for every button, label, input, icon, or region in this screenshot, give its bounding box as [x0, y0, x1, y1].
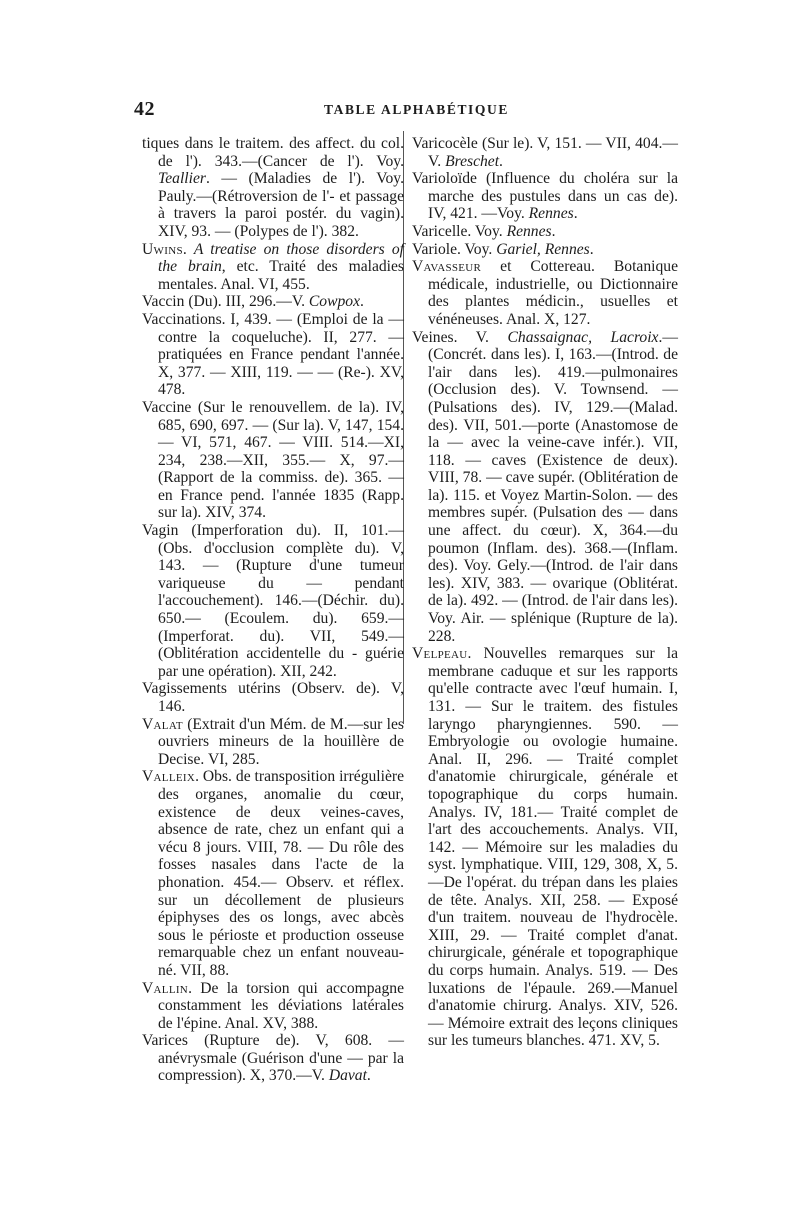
index-entry: Vaccinations. I, 439. — (Emploi de la — contre la coqueluche). II, 277. — pratiquées en France pendant l'année. X, 377. — XIII, 119. — — (Re-). XV, 478. — [142, 310, 404, 399]
index-entry: Valat (Extrait d'un Mém. de M.—sur les ouvriers mineurs de la houillère de Decise. VI, 285. — [142, 715, 404, 768]
index-column-right — [412, 135, 678, 1050]
page-number: 42 — [134, 98, 155, 120]
index-entry: Vagin (Imperforation du). II, 101.— (Obs. d'occlusion complète du). V, 143. — (Rupture d'une tumeur variqueuse du — pendant l'accouchement). 146.—(Déchir. du). 650.— (Ecoulem. du). 659.—(Imperforat. du). VII, 549.—(Oblitération accidentelle du - guérie par une opération). XII, 242. — [142, 522, 404, 680]
index-entry: Variole. Voy. Gariel, Rennes. — [412, 240, 594, 258]
index-entry: Varicelle. Voy. Rennes. — [412, 222, 556, 240]
index-entry: Varices (Rupture de). V, 608. — anévrysmale (Guérison d'une — par la compression). X, 370.—V. Davat. — [142, 1032, 404, 1085]
index-entry: Varioloïde (Influence du choléra sur la marche des pustules dans un cas de). IV, 421. —Voy. Rennes. — [412, 170, 678, 223]
index-entry: Vagissements utérins (Observ. de). V, 146. — [142, 680, 404, 715]
index-column-left — [142, 135, 404, 1085]
index-entry: Vallin. De la torsion qui accompagne constamment les déviations latérales de l'épine. Anal. XV, 388. — [142, 979, 404, 1032]
page-header — [134, 98, 679, 124]
index-entry: Vaccine (Sur le renouvellem. de la). IV, 685, 690, 697. — (Sur la). V, 147, 154. — VI, 571, 467. — VIII. 514.—XI, 234, 238.—XII, 355.— X, 97.—(Rapport de la commiss. de). 365. — en France pend. l'année 1835 (Rapp. sur la). XIV, 374. — [142, 398, 404, 522]
index-entry: tiques dans le traitem. des affect. du col. de l'). 343.—(Cancer de l'). Voy. Teallier. — (Maladies de l'). Voy. Pauly.—(Rétroversion de l'- et passage à travers la paroi postér. du vagin). XIV, 93. — (Polypes de l'). 382. — [142, 135, 404, 240]
index-entry: Velpeau. Nouvelles remarques sur la membrane caduque et sur les rapports qu'elle contracte avec l'œuf humain. I, 131. — Sur le traitem. des fistules laryngo pharyngiennes. 590. — Embryologie ou ovologie humaine. Anal. II, 296. — Traité complet d'anatomie chirurgicale, générale et topographique du corps humain. Analys. IV, 181.— Traité complet de l'art des accouchements. Analys. VII, 142. — Mémoire sur les maladies du syst. lymphatique. VIII, 129, 308, X, 5.—De l'opérat. du trépan dans les plaies de tête. Analys. XII, 258. — Exposé d'un traitem. nouveau de l'hydrocèle. XIII, 29. — Traité complet d'anat. chirurgicale, générale et topographique du corps humain. Analys. 519. — Des luxations de l'épaule. 269.—Manuel d'anatomie chirurg. Analys. XIV, 526. — Mémoire extrait des leçons cliniques sur les tumeurs blanches. 471. XV, 5. — [412, 645, 678, 1050]
running-title: TABLE ALPHABÉTIQUE — [324, 102, 509, 117]
index-entry: Uwins. A treatise on those disorders of the brain, etc. Traité des maladies mentales. Anal. VI, 455. — [142, 240, 404, 293]
index-entry: Valleix. Obs. de transposition irrégulière des organes, anomalie du cœur, existence de deux veines-caves, absence de rate, chez un enfant qui a vécu 8 jours. VIII, 78. — Du rôle des fosses nasales dans l'acte de la phonation. 454.— Observ. et réflex. sur un décollement de plusieurs épiphyses des os longs, avec abcès sous le périoste et production osseuse remarquable chez un enfant nouveau-né. VII, 88. — [142, 768, 404, 979]
index-entry: Varicocèle (Sur le). V, 151. — VII, 404.—V. Breschet. — [412, 135, 678, 170]
index-entry: Vavasseur et Cottereau. Botanique médicale, industrielle, ou Dictionnaire des plantes médicin., usuelles et vénéneuses. Anal. X, 127. — [412, 258, 678, 328]
index-entry: Vaccin (Du). III, 296.—V. Cowpox. — [142, 293, 364, 311]
index-entry: Veines. V. Chassaignac, Lacroix.— (Concrét. dans les). I, 163.—(Introd. de l'air dans les). 419.—pulmonaires (Occlusion des). V. Townsend. — (Pulsations des). IV, 129.—(Malad. des). VII, 501.—porte (Anastomose de la — avec la veine-cave infér.). VII, 118. — caves (Existence de deux). VIII, 78. — cave supér. (Oblitération de la). 115. et Voyez Martin-Solon. — des membres supér. (Pulsation des — dans une affect. du cœur). X, 364.—du poumon (Inflam. des). 368.—(Inflam. des). Voy. Gely.—(Introd. de l'air dans les). XIV, 383. — ovarique (Oblitérat. de la). 492. — (Introd. de l'air dans les). Voy. Air. — splénique (Rupture de la). 228. — [412, 328, 678, 645]
